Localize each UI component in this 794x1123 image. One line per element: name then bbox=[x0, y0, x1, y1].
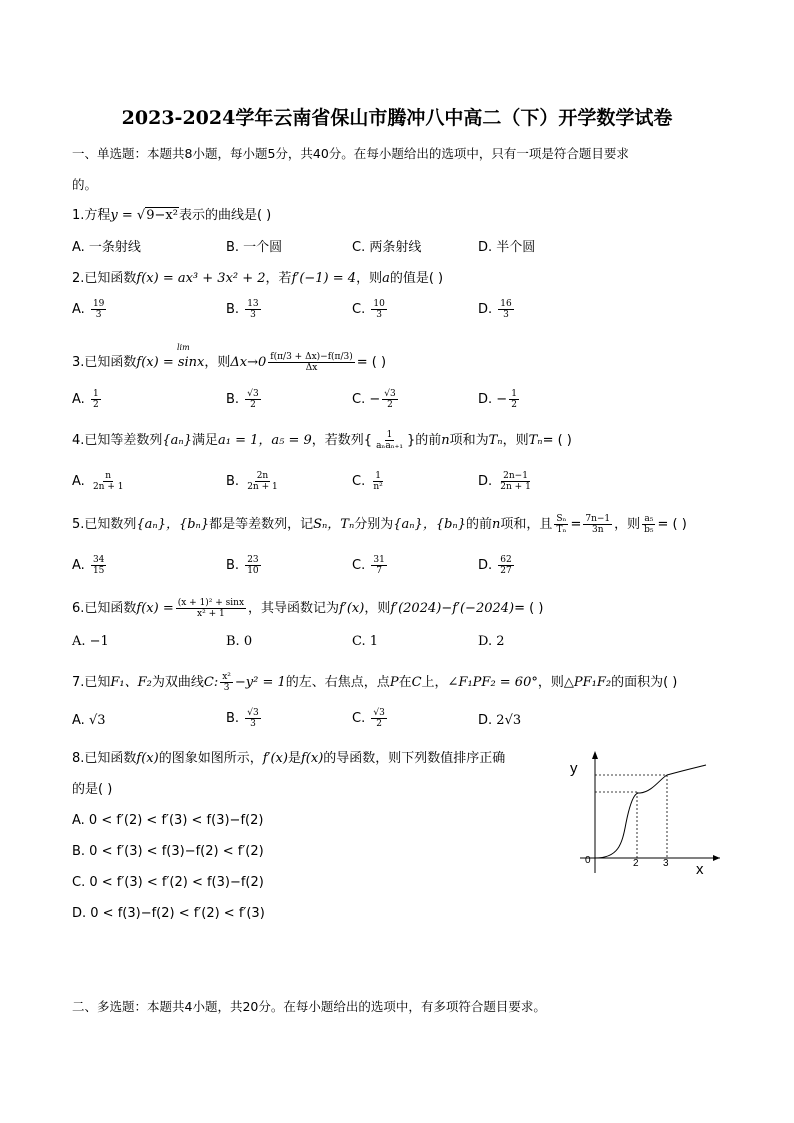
q4-option-d[interactable]: D. $\frac{2n-1}{2n + 1}$ bbox=[478, 471, 531, 492]
q8-option-b[interactable]: B. 0 < f′(3) < f(3)−f(2) < f′(2) bbox=[72, 844, 264, 859]
question-8-cont: 的是( ) bbox=[72, 782, 113, 797]
q7-option-d[interactable]: D. 2√3 bbox=[478, 713, 522, 728]
function-graph bbox=[560, 745, 730, 885]
question-6: 6.已知函数f(x) = $\frac{\text{(x + 1)² + sinx}}{\text{x² + 1}}$ ，其导函数记为f′(x)，则f′(2024)−f′(−2024)= ( ) bbox=[72, 598, 544, 619]
q5-option-d[interactable]: D. $\frac{62}{27}$ bbox=[478, 555, 512, 576]
q2-option-a[interactable]: A. $\frac{19}{3}$ bbox=[72, 299, 105, 320]
q6-option-a[interactable]: A. −1 bbox=[72, 634, 109, 649]
question-4: 4.已知等差数列{aₙ}满足a₁ = 1，a₅ = 9，若数列{ $\frac{1}{\text{aₙaₙ₊₁}}$ }的前n项和为Tₙ，则Tₙ= ( ) bbox=[72, 430, 572, 451]
lim-word: lim bbox=[177, 343, 190, 352]
q2-option-c[interactable]: C. $\frac{10}{3}$ bbox=[352, 299, 385, 320]
question-2: 2.已知函数f(x) = ax³ + 3x² + 2，若f′(−1) = 4，则a的值是( ) bbox=[72, 271, 444, 286]
q7-option-b[interactable]: B. $\frac{√3}{3}$ bbox=[226, 708, 259, 729]
question-7: 7.已知F₁、F₂为双曲线C: $\frac{\text{x²}}{3}$ −y² = 1的左、右焦点，点P在C上，∠F₁PF₂ = 60°，则△PF₁F₂的面积为( ) bbox=[72, 672, 678, 693]
q4-option-a[interactable]: A. $\frac{n}{2n + 1}$ bbox=[72, 471, 124, 492]
q6-option-d[interactable]: D. 2 bbox=[478, 634, 505, 649]
question-5: 5.已知数列{aₙ}，{bₙ}都是等差数列，记Sₙ，Tₙ分别为{aₙ}，{bₙ}的前n项和，且 $\frac{\text{Sₙ}}{\text{Tₙ}}$ = $\frac{7n-1}{3n}$ ，则 $\frac{\text{a₅}}{\text{b₅}}$ = ( ) bbox=[72, 514, 687, 535]
q1-option-d[interactable]: D. 半个圆 bbox=[478, 240, 536, 255]
q1-option-b[interactable]: B. 一个圆 bbox=[226, 240, 283, 255]
curve-fx-main bbox=[595, 765, 706, 858]
q3-option-b[interactable]: B. $\frac{√3}{2}$ bbox=[226, 389, 259, 410]
q5-option-a[interactable]: A. $\frac{34}{15}$ bbox=[72, 555, 105, 576]
q1-option-a[interactable]: A. 一条射线 bbox=[72, 240, 141, 255]
section1-heading: 一、单选题：本题共8小题，每小题5分，共40分。在每小题给出的选项中，只有一项是符合题目要求 bbox=[72, 146, 629, 161]
q3-option-a[interactable]: A. $\frac{1}{2}$ bbox=[72, 389, 99, 410]
origin-label: 0 bbox=[585, 855, 591, 866]
y-label: y bbox=[570, 760, 578, 777]
q4-option-b[interactable]: B. $\frac{2n}{2n + 1}$ bbox=[226, 471, 278, 492]
q6-option-c[interactable]: C. 1 bbox=[352, 634, 379, 649]
q5-option-c[interactable]: C. $\frac{31}{7}$ bbox=[352, 555, 385, 576]
section2-heading: 二、多选题：本题共4小题，共20分。在每小题给出的选项中，有多项符合题目要求。 bbox=[72, 999, 546, 1014]
tick-label-3: 3 bbox=[663, 858, 669, 869]
q6-option-b[interactable]: B. 0 bbox=[226, 634, 253, 649]
q8-option-c[interactable]: C. 0 < f′(3) < f′(2) < f(3)−f(2) bbox=[72, 875, 264, 890]
q4-option-c[interactable]: C. $\frac{1}{\text{n²}}$ bbox=[352, 471, 383, 492]
q5-option-b[interactable]: B. $\frac{23}{10}$ bbox=[226, 555, 259, 576]
sqrt-expression: √9−x² bbox=[136, 208, 178, 223]
q2-option-b[interactable]: B. $\frac{13}{3}$ bbox=[226, 299, 259, 320]
x-label: x bbox=[696, 861, 704, 878]
q8-option-a[interactable]: A. 0 < f′(2) < f′(3) < f(3)−f(2) bbox=[72, 813, 264, 828]
question-1: 1.方程y = √9−x²表示的曲线是( ) bbox=[72, 208, 272, 223]
question-8: 8.已知函数f(x)的图象如图所示，f′(x)是f(x)的导函数，则下列数值排序正确 bbox=[72, 751, 506, 766]
q1-option-c[interactable]: C. 两条射线 bbox=[352, 240, 422, 255]
q3-option-c[interactable]: C. − $\frac{√3}{2}$ bbox=[352, 389, 396, 410]
q8-option-d[interactable]: D. 0 < f(3)−f(2) < f′(2) < f′(3) bbox=[72, 906, 265, 921]
limit-fraction: $\frac{f(\pi/3 + \Delta x)-f(\pi/3)}{\Delta x}$ bbox=[270, 352, 353, 373]
q3-option-d[interactable]: D. − $\frac{1}{2}$ bbox=[478, 389, 517, 410]
y-axis-arrow bbox=[592, 751, 598, 759]
tick-label-2: 2 bbox=[633, 858, 639, 869]
x-axis-arrow bbox=[713, 855, 720, 861]
q7-option-a[interactable]: A. √3 bbox=[72, 713, 106, 728]
page-title: 2023-2024学年云南省保山市腾冲八中高二（下）开学数学试卷 bbox=[121, 107, 673, 129]
section1-heading-cont: 的。 bbox=[72, 177, 98, 192]
q7-option-c[interactable]: C. $\frac{√3}{2}$ bbox=[352, 708, 385, 729]
q2-option-d[interactable]: D. $\frac{16}{3}$ bbox=[478, 299, 512, 320]
question-3: 3.已知函数f(x) = sinx，则Δx→0 $\frac{f(\pi/3 + \Delta x)-f(\pi/3)}{\Delta x}$ = ( ) bbox=[72, 352, 387, 373]
